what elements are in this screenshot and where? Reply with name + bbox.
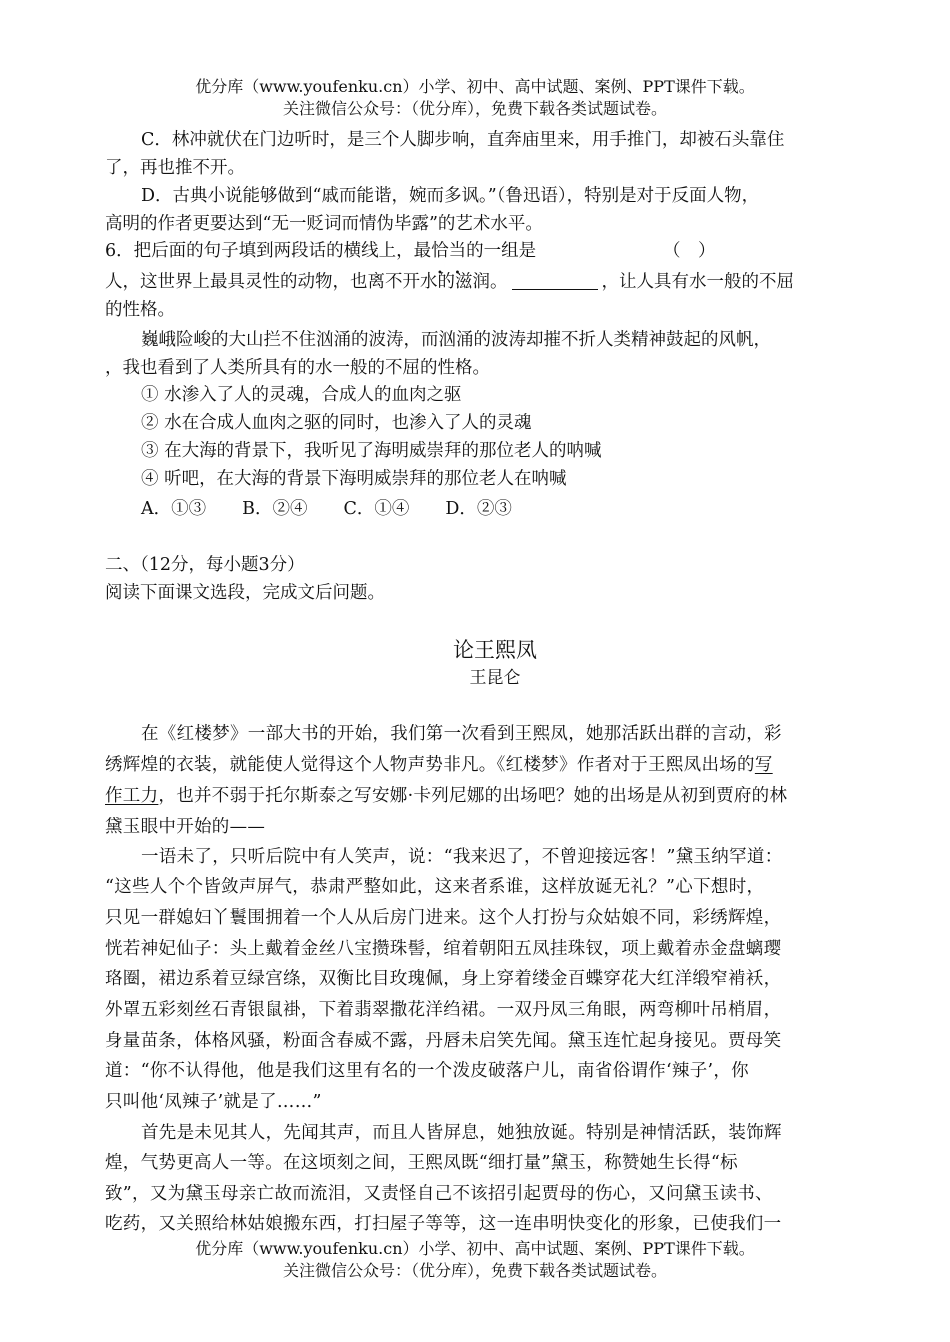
article-line-5: 一语未了，只听后院中有人笑声，说：“我来迟了，不曾迎接远客！”黛玉纳罕道： (141, 847, 783, 867)
article-line-17: 吃药，又关照给林姑娘搬东西，打扫屋子等等，这一连串明快变化的形象，已使我们一 (105, 1214, 782, 1234)
article-line-11: 身量苗条，体格风骚，粉面含春威不露，丹唇未启笑先闻。黛玉连忙起身接见。贾母笑 (105, 1031, 782, 1051)
q6-option-c: C．①④ (343, 499, 410, 519)
q6-options (105, 495, 886, 523)
q6-emphasis-char-2: 当 (448, 241, 467, 261)
article-line-12: 道：“你不认得他，他是我们这里有名的一个泼皮破落户儿，南省俗谓作‘辣子’，你 (105, 1061, 749, 1081)
article-line-4: 黛玉眼中开始的—— (105, 817, 266, 837)
underlined-phrase-part-2: 作工力 (105, 786, 159, 806)
q6-paragraph-1-line-2: 的性格。 (105, 300, 175, 320)
q6-stem (105, 237, 850, 265)
q6-option-b: B．②④ (242, 499, 308, 519)
article-line-14: 首先是未见其人，先闻其声，而且人皆屏息，她独放诞。特别是神情活跃，装饰辉 (141, 1123, 782, 1143)
q6-p1-text-a: 人，这世界上最具灵性的动物，也离不开水的滋润。 (105, 272, 508, 292)
article-line-2-text: 绣辉煌的衣装，就能使人觉得这个人物声势非凡。《红楼梦》作者对于王熙凤出场的 (105, 755, 755, 775)
article-line-3-text: ，也并不弱于托尔斯泰之写安娜·卡列尼娜的出场吧？她的出场是从初到贾府的林 (158, 786, 788, 806)
q6-emphasis-char-1: 恰 (431, 241, 449, 261)
footer-line-2: 关注微信公众号：（优分库），免费下载各类试题试卷。 (282, 1261, 667, 1280)
article-line-13: 只叫他‘凤辣子’就是了……” (105, 1092, 322, 1112)
q6-fill-blank (512, 271, 598, 290)
q6-paragraph-1-line-1 (105, 268, 850, 296)
q6-paragraph-2-line-2: ，我也看到了人类所具有的水一般的不屈的性格。 (105, 358, 490, 378)
q5-option-d-line-2: 高明的作者更要达到“无一贬词而情伪毕露”的艺术水平。 (105, 214, 543, 234)
q6-stem-post: 的一组是 (466, 241, 537, 261)
q6-option-d: D．②③ (445, 499, 512, 519)
article-line-3 (105, 781, 850, 812)
section-2-heading: 二、（12分，每小题3分） (105, 555, 305, 575)
header-line-2: 关注微信公众号：（优分库），免费下载各类试题试卷。 (282, 99, 667, 118)
article-line-10: 外罩五彩刻丝石青银鼠褂，下着翡翠撒花洋绉裙。一双丹凤三角眼，两弯柳叶吊梢眉， (105, 1000, 782, 1020)
article-line-9: 珞圈，裙边系着豆绿宫绦，双衡比目玫瑰佩，身上穿着缕金百蝶穿花大红洋缎窄褃袄， (105, 969, 782, 989)
underlined-phrase-part-1: 写 (754, 755, 773, 775)
article-line-1: 在《红楼梦》一部大书的开始，我们第一次看到王熙凤，她那活跃出群的言动，彩 (141, 724, 782, 744)
q6-item-4: ④ 听吧，在大海的背景下海明威崇拜的那位老人在呐喊 (141, 469, 567, 489)
q5-option-c-line-2: 了，再也推不开。 (105, 158, 245, 178)
article-line-6: “这些人个个皆敛声屏气，恭肃严整如此，这来者系谁，这样放诞无礼？”心下想时， (105, 877, 765, 897)
q5-option-c-line-1: C．林冲就伏在门边听时，是三个人脚步响，直奔庙里来，用手推门，却被石头靠住 (141, 130, 785, 150)
q6-item-2: ② 水在合成人血肉之驱的同时，也渗入了人的灵魂 (141, 413, 532, 433)
q6-item-1: ① 水渗入了人的灵魂，合成人的血肉之驱 (141, 385, 462, 405)
q6-answer-parentheses: （ ） (663, 241, 716, 261)
article-line-2 (105, 750, 850, 781)
header-line-1: 优分库（www.youfenku.cn）小学、初中、高中试题、案例、PPT课件下载。 (195, 77, 755, 96)
q6-p1-text-b: ，让人具有水一般的不屈 (601, 272, 794, 292)
article-title: 论王熙凤 (453, 638, 537, 662)
q6-option-a: A．①③ (141, 499, 207, 519)
q6-paragraph-2-line-1: 巍峨险峻的大山拦不住汹涌的波涛，而汹涌的波涛却摧不折人类精神鼓起的风帆， (141, 330, 771, 350)
article-line-16: 致”，又为黛玉母亲亡故而流泪，又责怪自己不该招引起贾母的伤心，又问黛玉读书、 (105, 1184, 773, 1204)
q5-option-d-line-1: D．古典小说能够做到“戚而能谐，婉而多讽。”（鲁迅语），特别是对于反面人物， (141, 186, 760, 206)
q6-item-3: ③ 在大海的背景下，我听见了海明威崇拜的那位老人的呐喊 (141, 441, 602, 461)
article-line-7: 只见一群媳妇丫鬟围拥着一个人从后房门进来。这个人打扮与众姑娘不同，彩绣辉煌， (105, 908, 782, 928)
footer-line-1: 优分库（www.youfenku.cn）小学、初中、高中试题、案例、PPT课件下载。 (195, 1239, 755, 1258)
article-author: 王昆仑 (469, 668, 521, 688)
q6-stem-pre: 6．把后面的句子填到两段话的横线上，最 (105, 241, 432, 261)
article-line-8: 恍若神妃仙子：头上戴着金丝八宝攒珠髻，绾着朝阳五凤挂珠钗，项上戴着赤金盘螭璎 (105, 939, 782, 959)
article-line-15: 煌，气势更高人一等。在这顷刻之间，王熙凤既“细打量”黛玉，称赞她生长得“标 (105, 1153, 738, 1173)
section-2-instruction: 阅读下面课文选段，完成文后问题。 (105, 583, 385, 603)
